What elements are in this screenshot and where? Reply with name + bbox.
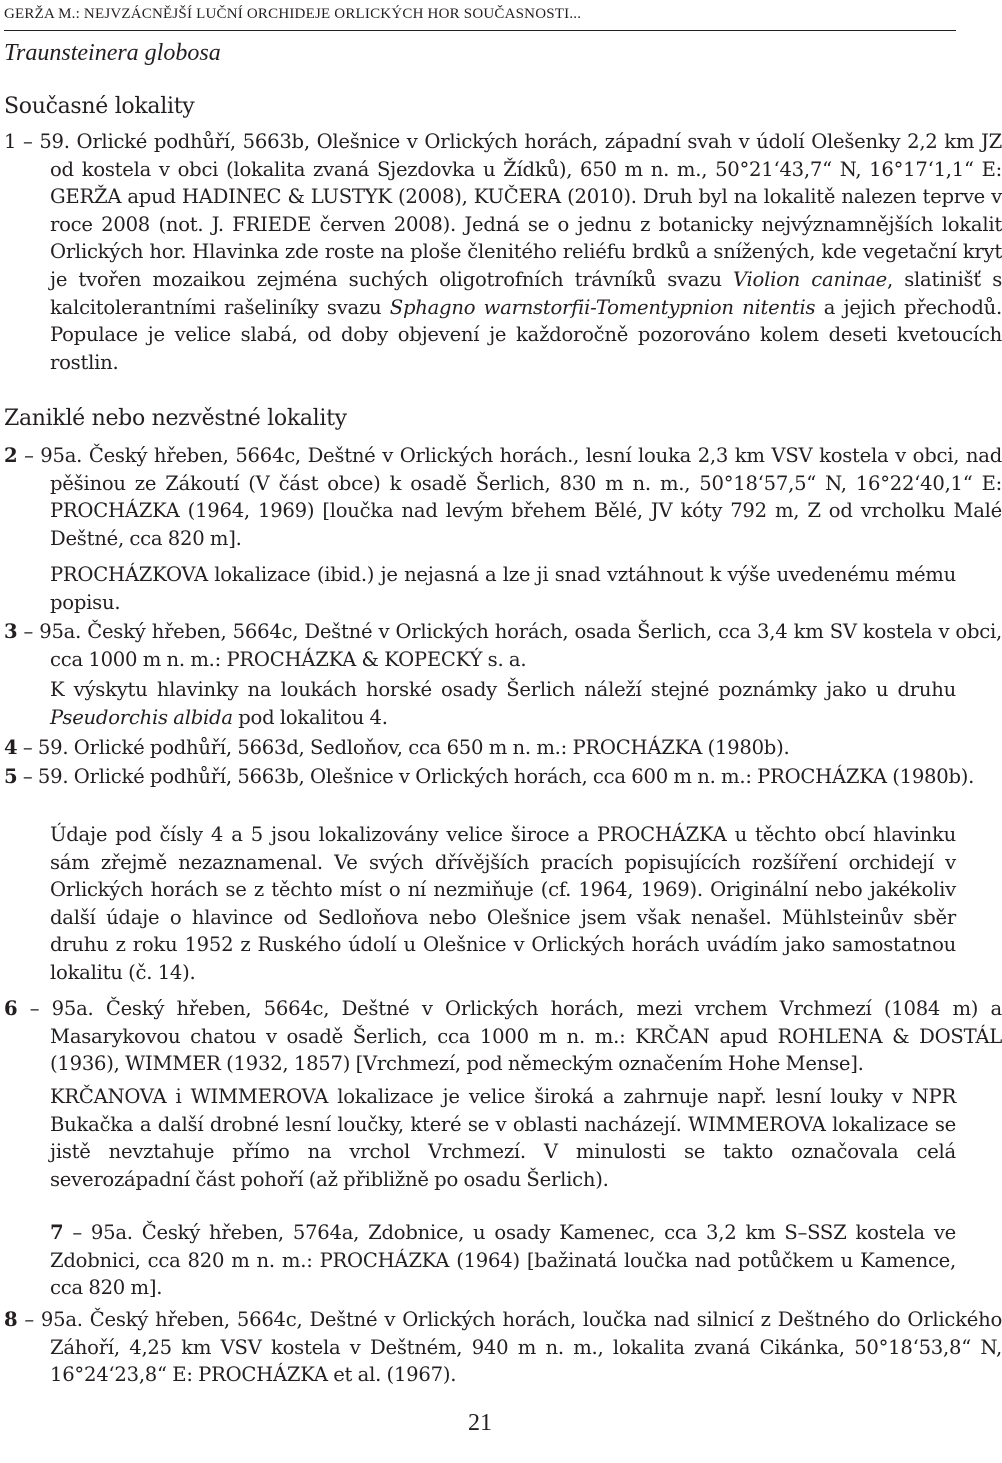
entry-3: 3 – 95a. Český hřeben, 5664c, Deštné v Orlických horách, osada Šerlich, cca 3,4 km SV kostela v obci, cca 1000 m n. m.: PROCHÁZKA & KOPECKÝ s. a. xyxy=(4,620,1002,671)
entry-5: 5 – 59. Orlické podhůří, 5663b, Olešnice v Orlických horách, cca 600 m n. m.: PROCHÁZKA (1980b). xyxy=(4,765,975,788)
entry-1: 1 – 59. Orlické podhůří, 5663b, Olešnice v Orlických horách, západní svah v údolí Olešenky 2,2 km JZ od kostela v obci (lokalita zvaná Sjezdovka u Žídků), 650 m n. m., 50°21‘43,7“ N, 16°17‘1,1“ E: GERŽA apud HADINEC & LUSTYK (2008), KUČERA (2010). Druh byl na lokalitě nalezen teprve v roce 2008 (not. J. FRIEDE červen 2008). Jedná se o jednu z botanicky nejvýznamnějších lokalit Orlických hor. Hlavinka zde roste na ploše členitého reliéfu brdků a snížených, kde vegetační kryt je tvořen mozaikou zejména suchých oligotrofních trávníků svazu Violion caninae, slatinišť s kalcitolerantními rašeliníky svazu Sphagno warnstorfii-Tomentypnion nitentis a jejich přechodů. Populace je velice slabá, od doby objevení je každoročně pozorováno kolem deseti kvetoucích rostlin. xyxy=(4,130,1002,374)
page-number: 21 xyxy=(468,1410,492,1436)
entry-2: 2 – 95a. Český hřeben, 5664c, Deštné v Orlických horách., lesní louka 2,3 km VSV kostela v obci, nad pěšinou ze Zákoutí (V část obce) k osadě Šerlich, 830 m n. m., 50°18‘57,5“ N, 16°22‘40,1“ E: PROCHÁZKA (1964, 1969) [loučka nad levým břehem Bělé, JV kóty 792 m, Z od vrcholku Malé Deštné, cca 820 m]. xyxy=(4,444,1002,550)
running-head: GERŽA M.: NEJVZÁCNĚJŠÍ LUČNÍ ORCHIDEJE ORLICKÝCH HOR SOUČASNOSTI... xyxy=(4,6,582,22)
entry-7: 7 – 95a. Český hřeben, 5764a, Zdobnice, u osady Kamenec, cca 3,2 km S–SSZ kostela ve Zdobnici, cca 820 m n. m.: PROCHÁZKA (1964) [bažinatá loučka nad potůčkem u Kamence, cca 820 m]. xyxy=(50,1221,956,1300)
section-heading-extinct: Zaniklé nebo nezvěstné lokality xyxy=(4,406,347,431)
entry-4: 4 – 59. Orlické podhůří, 5663d, Sedloňov, cca 650 m n. m.: PROCHÁZKA (1980b). xyxy=(4,736,790,759)
entry-6: 6 – 95a. Český hřeben, 5664c, Deštné v Orlických horách, mezi vrchem Vrchmezí (1084 m) a Masarykovou chatou v osadě Šerlich, cca 1000 m n. m.: KRČAN apud ROHLENA & DOSTÁL (1936), WIMMER (1932, 1857) [Vrchmezí, pod německým označením Hohe Mense]. xyxy=(4,997,1002,1076)
section-heading-current: Současné lokality xyxy=(4,94,195,119)
entry-2-note: PROCHÁZKOVA lokalizace (ibid.) je nejasná a lze ji snad vztáhnout k výše uvedenému mému popisu. xyxy=(50,563,956,614)
header-rule xyxy=(4,30,956,31)
entry-8: 8 – 95a. Český hřeben, 5664c, Deštné v Orlických horách, loučka nad silnicí z Deštného do Orlického Záhoří, 4,25 km VSV kostela v Deštném, 940 m n. m., lokalita zvaná Cikánka, 50°18‘53,8“ N, 16°24‘23,8“ E: PROCHÁZKA et al. (1967). xyxy=(4,1308,1002,1387)
entry-6-note: KRČANOVA i WIMMEROVA lokalizace je velice široká a zahrnuje např. lesní louky v NPR Bukačka a další drobné lesní loučky, které se v oblasti nacházejí. WIMMEROVA lokalizace se jistě nevztahuje přímo na vrchol Vrchmezí. V minulosti se takto označovala celá severozápadní část pohoří (až přibližně po osadu Šerlich). xyxy=(50,1085,956,1191)
entry-5-note: Údaje pod čísly 4 a 5 jsou lokalizovány velice široce a PROCHÁZKA u těchto obcí hlavinku sám zřejmě nezaznamenal. Ve svých dřívějších pracích popisujících rozšíření orchidejí v Orlických horách se z těchto míst o ní nezmiňuje (cf. 1964, 1969). Originální nebo jakékoliv další údaje o hlavince od Sedloňova nebo Olešnice jsem však nenašel. Mühlsteinův sběr druhu z roku 1952 z Ruského údolí u Olešnice v Orlických horách uvádím jako samostatnou lokalitu (č. 14). xyxy=(50,823,956,984)
entry-3-note: K výskytu hlavinky na loukách horské osady Šerlich náleží stejné poznámky jako u druhu Pseudorchis albida pod lokalitou 4. xyxy=(50,678,956,729)
species-title: Traunsteinera globosa xyxy=(4,40,221,66)
